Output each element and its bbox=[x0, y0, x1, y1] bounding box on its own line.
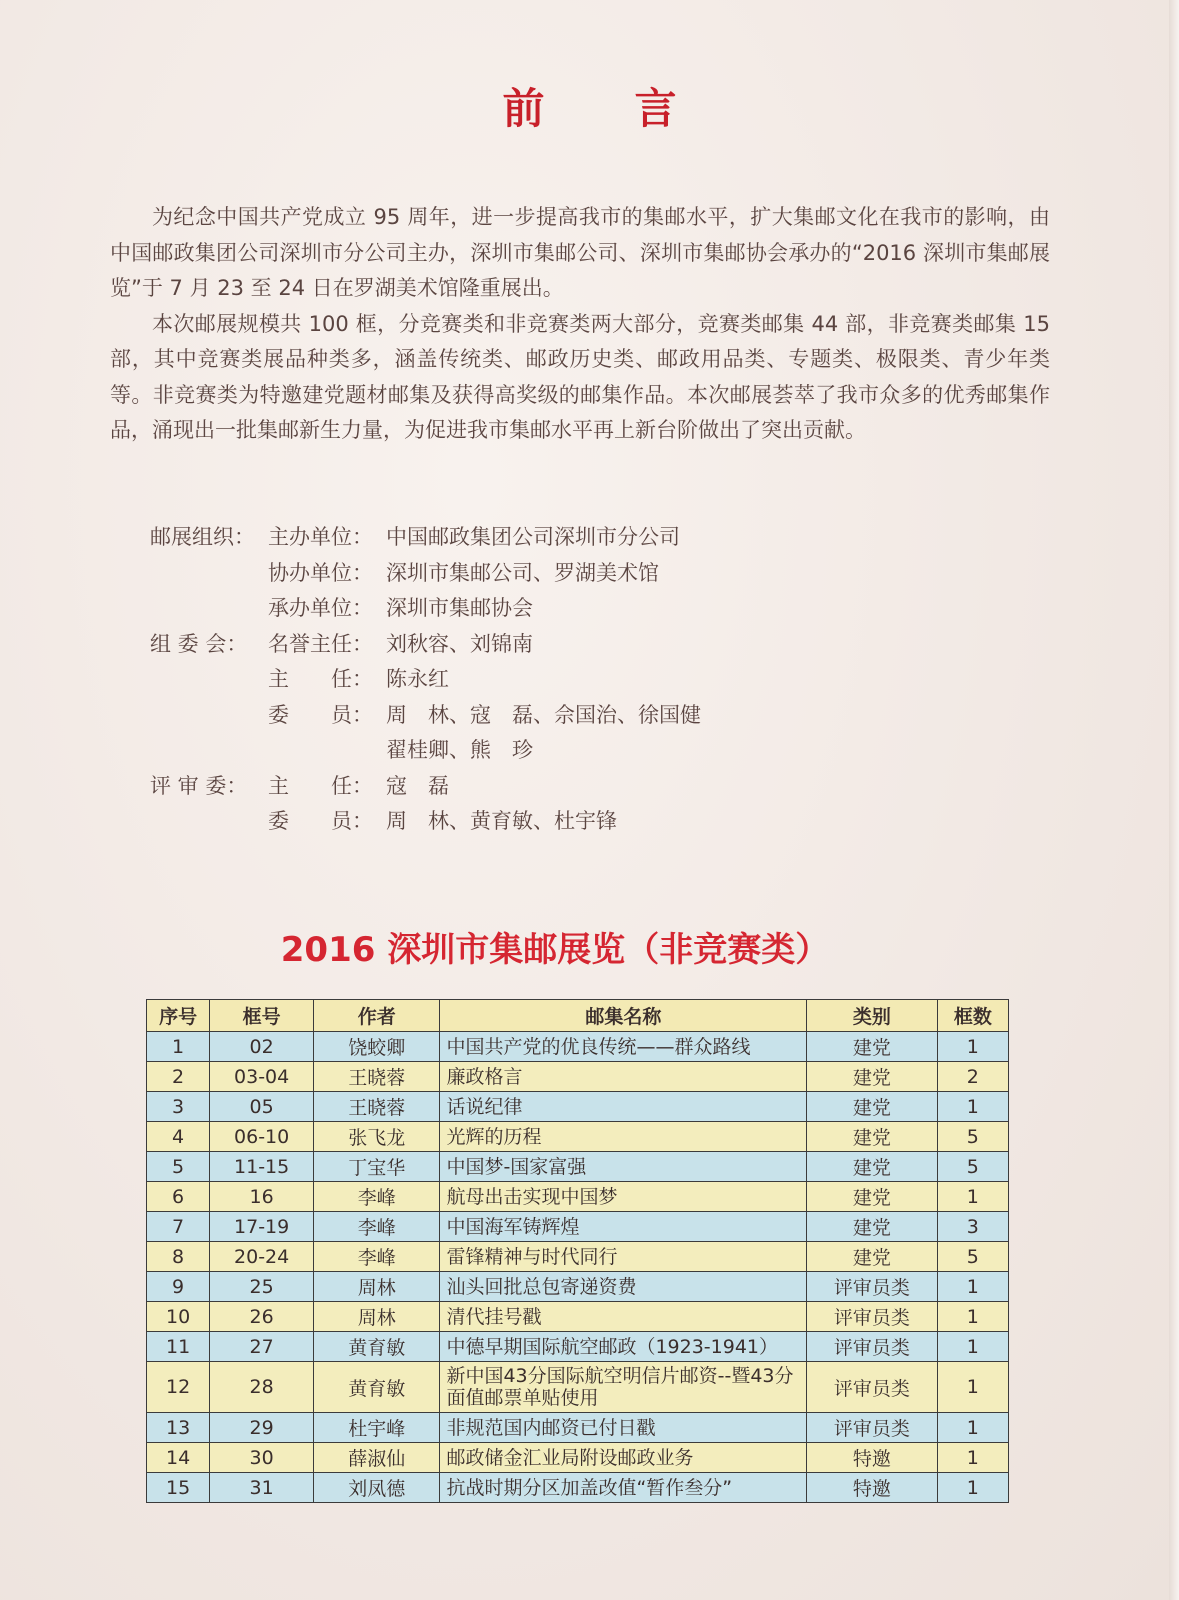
table-cell: 评审员类 bbox=[807, 1272, 937, 1302]
table-row bbox=[147, 1032, 1009, 1062]
table-cell: 特邀 bbox=[807, 1473, 937, 1503]
table-cell: 1 bbox=[937, 1362, 1008, 1413]
org-row bbox=[150, 733, 701, 769]
table-cell: 建党 bbox=[807, 1092, 937, 1122]
table-row bbox=[147, 1122, 1009, 1152]
table-cell: 建党 bbox=[807, 1182, 937, 1212]
table-row bbox=[147, 1092, 1009, 1122]
table-cell: 建党 bbox=[807, 1152, 937, 1182]
table-cell: 2 bbox=[147, 1062, 210, 1092]
org-role: 名誉主任： bbox=[268, 631, 373, 656]
table-cell: 4 bbox=[147, 1122, 210, 1152]
table-cell: 周林 bbox=[314, 1302, 440, 1332]
header-cell: 框号 bbox=[210, 1000, 314, 1032]
table-cell: 9 bbox=[147, 1272, 210, 1302]
page-title: 前言 bbox=[502, 84, 767, 133]
table-cell: 1 bbox=[937, 1092, 1008, 1122]
table-row bbox=[147, 1272, 1009, 1302]
table-cell: 1 bbox=[147, 1032, 210, 1062]
org-role bbox=[268, 733, 386, 769]
table-cell: 1 bbox=[937, 1443, 1008, 1473]
org-group bbox=[150, 804, 268, 840]
org-row bbox=[150, 556, 701, 592]
table-cell: 清代挂号戳 bbox=[440, 1302, 807, 1332]
table-cell: 李峰 bbox=[314, 1212, 440, 1242]
table-cell: 李峰 bbox=[314, 1242, 440, 1272]
table-cell: 30 bbox=[210, 1443, 314, 1473]
table-cell: 1 bbox=[937, 1473, 1008, 1503]
table-row bbox=[147, 1242, 1009, 1272]
table-row bbox=[147, 1182, 1009, 1212]
table-row bbox=[147, 1362, 1009, 1413]
org-group: 邮展组织： bbox=[150, 525, 255, 549]
org-row bbox=[150, 520, 701, 556]
table-cell: 评审员类 bbox=[807, 1332, 937, 1362]
table-cell: 王晓蓉 bbox=[314, 1092, 440, 1122]
org-group bbox=[150, 662, 268, 698]
intro-text bbox=[110, 200, 1050, 449]
table-cell: 3 bbox=[147, 1092, 210, 1122]
table-cell: 02 bbox=[210, 1032, 314, 1062]
table-cell: 03-04 bbox=[210, 1062, 314, 1092]
table-header-row bbox=[147, 1000, 1009, 1032]
org-role: 委 员： bbox=[268, 809, 373, 833]
table-cell: 汕头回批总包寄递资费 bbox=[440, 1272, 807, 1302]
header-cell: 序号 bbox=[147, 1000, 210, 1032]
table-cell: 中国海军铸辉煌 bbox=[440, 1212, 807, 1242]
table-cell: 评审员类 bbox=[807, 1302, 937, 1332]
org-value: 陈永红 bbox=[386, 667, 449, 691]
table-cell: 13 bbox=[147, 1413, 210, 1443]
table-cell: 中德早期国际航空邮政（1923-1941） bbox=[440, 1332, 807, 1362]
table-cell: 7 bbox=[147, 1212, 210, 1242]
table-cell: 5 bbox=[937, 1152, 1008, 1182]
table-cell: 杜宇峰 bbox=[314, 1413, 440, 1443]
table-cell: 11 bbox=[147, 1332, 210, 1362]
page-edge bbox=[1169, 0, 1179, 1600]
table-title: 2016 深圳市集邮展览（非竞赛类） bbox=[280, 930, 830, 970]
table-cell: 31 bbox=[210, 1473, 314, 1503]
org-group bbox=[150, 556, 268, 592]
table-cell: 27 bbox=[210, 1332, 314, 1362]
table-cell: 20-24 bbox=[210, 1242, 314, 1272]
org-role: 主办单位： bbox=[268, 525, 373, 549]
table-row bbox=[147, 1413, 1009, 1443]
table-cell: 中国共产党的优良传统——群众路线 bbox=[440, 1032, 807, 1062]
org-value: 深圳市集邮协会 bbox=[386, 596, 533, 620]
table-cell: 非规范国内邮资已付日戳 bbox=[440, 1413, 807, 1443]
org-value: 周 林、黄育敏、杜宇锋 bbox=[386, 809, 617, 833]
header-cell: 作者 bbox=[314, 1000, 440, 1032]
table-cell: 2 bbox=[937, 1062, 1008, 1092]
table-cell: 29 bbox=[210, 1413, 314, 1443]
org-role: 承办单位： bbox=[268, 596, 373, 620]
table-cell: 评审员类 bbox=[807, 1362, 937, 1413]
table-cell: 5 bbox=[147, 1152, 210, 1182]
org-value: 周 林、寇 磊、佘国治、徐国健 bbox=[386, 702, 701, 727]
table-cell: 张飞龙 bbox=[314, 1122, 440, 1152]
org-row bbox=[150, 769, 701, 805]
table-row bbox=[147, 1152, 1009, 1182]
org-value: 深圳市集邮公司、罗湖美术馆 bbox=[386, 560, 659, 585]
table-cell: 6 bbox=[147, 1182, 210, 1212]
table-cell: 航母出击实现中国梦 bbox=[440, 1182, 807, 1212]
table-cell: 建党 bbox=[807, 1122, 937, 1152]
table-cell: 建党 bbox=[807, 1242, 937, 1272]
table-cell: 黄育敏 bbox=[314, 1362, 440, 1413]
organization-list bbox=[150, 520, 701, 840]
table-cell: 1 bbox=[937, 1302, 1008, 1332]
table-cell: 28 bbox=[210, 1362, 314, 1413]
table-cell: 李峰 bbox=[314, 1182, 440, 1212]
table-body bbox=[147, 1032, 1009, 1503]
table-cell: 特邀 bbox=[807, 1443, 937, 1473]
org-row bbox=[150, 591, 701, 627]
org-group bbox=[150, 698, 268, 734]
table-cell: 1 bbox=[937, 1272, 1008, 1302]
table-cell: 雷锋精神与时代同行 bbox=[440, 1242, 807, 1272]
header-cell: 邮集名称 bbox=[440, 1000, 807, 1032]
table-cell: 饶蛟卿 bbox=[314, 1032, 440, 1062]
table-cell: 1 bbox=[937, 1182, 1008, 1212]
table-cell: 话说纪律 bbox=[440, 1092, 807, 1122]
table-cell: 14 bbox=[147, 1443, 210, 1473]
table-cell: 建党 bbox=[807, 1032, 937, 1062]
header-cell: 类别 bbox=[807, 1000, 937, 1032]
table-row bbox=[147, 1332, 1009, 1362]
intro-paragraph-2: 本次邮展规模共 100 框，分竞赛类和非竞赛类两大部分，竞赛类邮集 44 部，非竞赛类邮集 15 部，其中竞赛类展品种类多，涵盖传统类、邮政历史类、邮政用品类、专题类、极限类、青少年类等。非竞赛类为特邀建党题材邮集及获得高奖级的邮集作品。本次邮展荟萃了我市众多的优秀邮集作品，涌现出一批集邮新生力量，为促进我市集邮水平再上新台阶做出了突出贡献。 bbox=[110, 311, 1050, 442]
table-row bbox=[147, 1443, 1009, 1473]
table-cell: 建党 bbox=[807, 1062, 937, 1092]
org-role: 委 员： bbox=[268, 702, 373, 727]
table-cell: 17-19 bbox=[210, 1212, 314, 1242]
org-row bbox=[150, 698, 701, 734]
org-group bbox=[150, 591, 268, 627]
org-row bbox=[150, 804, 701, 840]
table-cell: 丁宝华 bbox=[314, 1152, 440, 1182]
table-cell: 12 bbox=[147, 1362, 210, 1413]
org-value: 寇 磊 bbox=[386, 773, 449, 798]
table-cell: 1 bbox=[937, 1413, 1008, 1443]
table-cell: 16 bbox=[210, 1182, 314, 1212]
table-cell: 邮政储金汇业局附设邮政业务 bbox=[440, 1443, 807, 1473]
table-cell: 周林 bbox=[314, 1272, 440, 1302]
table-cell: 5 bbox=[937, 1242, 1008, 1272]
table-cell: 评审员类 bbox=[807, 1413, 937, 1443]
table-cell: 中国梦-国家富强 bbox=[440, 1152, 807, 1182]
table-row bbox=[147, 1062, 1009, 1092]
org-role: 主 任： bbox=[268, 773, 373, 798]
table-cell: 3 bbox=[937, 1212, 1008, 1242]
org-group: 组 委 会： bbox=[150, 631, 248, 656]
org-role: 协办单位： bbox=[268, 560, 373, 585]
table-row bbox=[147, 1473, 1009, 1503]
org-group bbox=[150, 733, 268, 769]
intro-paragraph-1: 为纪念中国共产党成立 95 周年，进一步提高我市的集邮水平，扩大集邮文化在我市的影响，由中国邮政集团公司深圳市分公司主办，深圳市集邮公司、深圳市集邮协会承办的“2016 深圳市集邮展览”于 7 月 23 至 24 日在罗湖美术馆隆重展出。 bbox=[110, 205, 1050, 300]
table-cell: 8 bbox=[147, 1242, 210, 1272]
org-value: 刘秋容、刘锦南 bbox=[386, 631, 533, 656]
org-group: 评 审 委： bbox=[150, 773, 248, 798]
org-role: 主 任： bbox=[268, 667, 373, 691]
table-cell: 10 bbox=[147, 1302, 210, 1332]
table-cell: 15 bbox=[147, 1473, 210, 1503]
exhibit-table bbox=[146, 999, 1009, 1503]
table-cell: 06-10 bbox=[210, 1122, 314, 1152]
org-value: 翟桂卿、熊 珍 bbox=[386, 738, 533, 762]
table-cell: 11-15 bbox=[210, 1152, 314, 1182]
org-value: 中国邮政集团公司深圳市分公司 bbox=[386, 525, 680, 549]
table-cell: 王晓蓉 bbox=[314, 1062, 440, 1092]
table-cell: 薛淑仙 bbox=[314, 1443, 440, 1473]
table-cell: 1 bbox=[937, 1332, 1008, 1362]
table-row bbox=[147, 1302, 1009, 1332]
table-cell: 26 bbox=[210, 1302, 314, 1332]
header-cell: 框数 bbox=[937, 1000, 1008, 1032]
org-row bbox=[150, 627, 701, 663]
table-cell: 黄育敏 bbox=[314, 1332, 440, 1362]
table-cell: 05 bbox=[210, 1092, 314, 1122]
table-cell: 刘凤德 bbox=[314, 1473, 440, 1503]
table-cell: 光辉的历程 bbox=[440, 1122, 807, 1152]
table-cell: 1 bbox=[937, 1032, 1008, 1062]
org-row bbox=[150, 662, 701, 698]
table-cell: 廉政格言 bbox=[440, 1062, 807, 1092]
table-cell: 5 bbox=[937, 1122, 1008, 1152]
table-cell: 25 bbox=[210, 1272, 314, 1302]
table-cell: 新中国43分国际航空明信片邮资--暨43分面值邮票单贴使用 bbox=[440, 1362, 807, 1413]
table-cell: 抗战时期分区加盖改值“暂作叁分” bbox=[440, 1473, 807, 1503]
table-cell: 建党 bbox=[807, 1212, 937, 1242]
table-row bbox=[147, 1212, 1009, 1242]
